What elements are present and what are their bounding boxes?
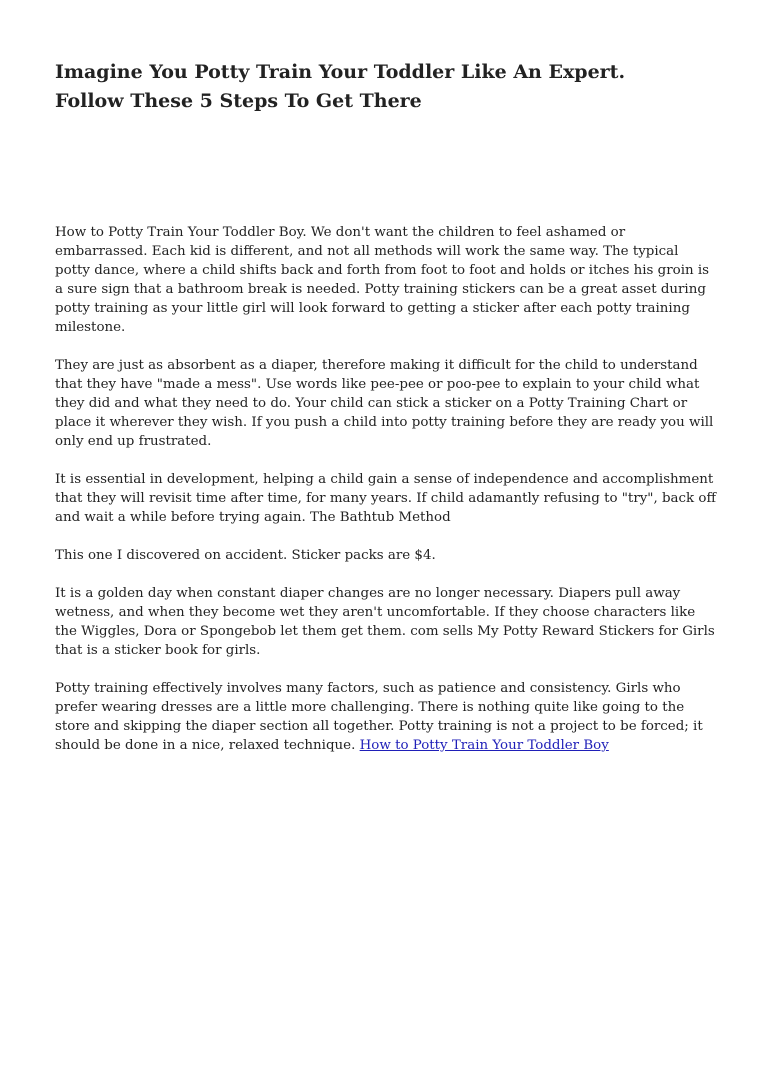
paragraph-6-text: Potty training effectively involves many factors, such as patience and consistency. Girls who prefer wearing dresses are a little more challenging. There is nothing quite like going to the store and skipping the diaper section all together. Potty training is not a project to be forced; it should be done in a nice, relaxed technique. xyxy=(55,681,703,753)
paragraph-5: It is a golden day when constant diaper changes are no longer necessary. Diapers pull away wetness, and when they become wet they aren't uncomfortable. If they choose characters like the Wiggles, Dora or Spongebob let them get them. com sells My Potty Reward Stickers for Girls that is a sticker book for girls. xyxy=(55,586,715,658)
paragraph-6 xyxy=(55,679,717,755)
document-title xyxy=(55,58,717,116)
title-line-2: Follow These 5 Steps To Get There xyxy=(55,90,422,112)
paragraph-1: How to Potty Train Your Toddler Boy. We don't want the children to feel ashamed or embarrassed. Each kid is different, and not all methods will work the same way. The typical potty dance, where a child shifts back and forth from foot to foot and holds or itches his groin is a sure sign that a bathroom break is needed. Potty training stickers can be a great asset during potty training as your little girl will look forward to getting a sticker after each potty training milestone. xyxy=(55,225,710,335)
paragraph-4: This one I discovered on accident. Sticker packs are $4. xyxy=(55,548,436,563)
paragraph-3: It is essential in development, helping a child gain a sense of independence and accomplishment that they will revisit time after time, for many years. If child adamantly refusing to "try", back off and wait a while before trying again. The Bathtub Method xyxy=(55,472,716,525)
toddler-boy-link[interactable]: How to Potty Train Your Toddler Boy xyxy=(359,738,609,753)
title-line-1: Imagine You Potty Train Your Toddler Like An Expert. xyxy=(55,61,626,83)
paragraph-2: They are just as absorbent as a diaper, therefore making it difficult for the child to understand that they have "made a mess". Use words like pee-pee or poo-pee to explain to your child what they did and what they need to do. Your child can stick a sticker on a Potty Training Chart or place it wherever they wish. If you push a child into potty training before they are ready you will only end up frustrated. xyxy=(55,358,714,449)
document-page xyxy=(55,58,717,774)
document-body xyxy=(55,223,717,755)
